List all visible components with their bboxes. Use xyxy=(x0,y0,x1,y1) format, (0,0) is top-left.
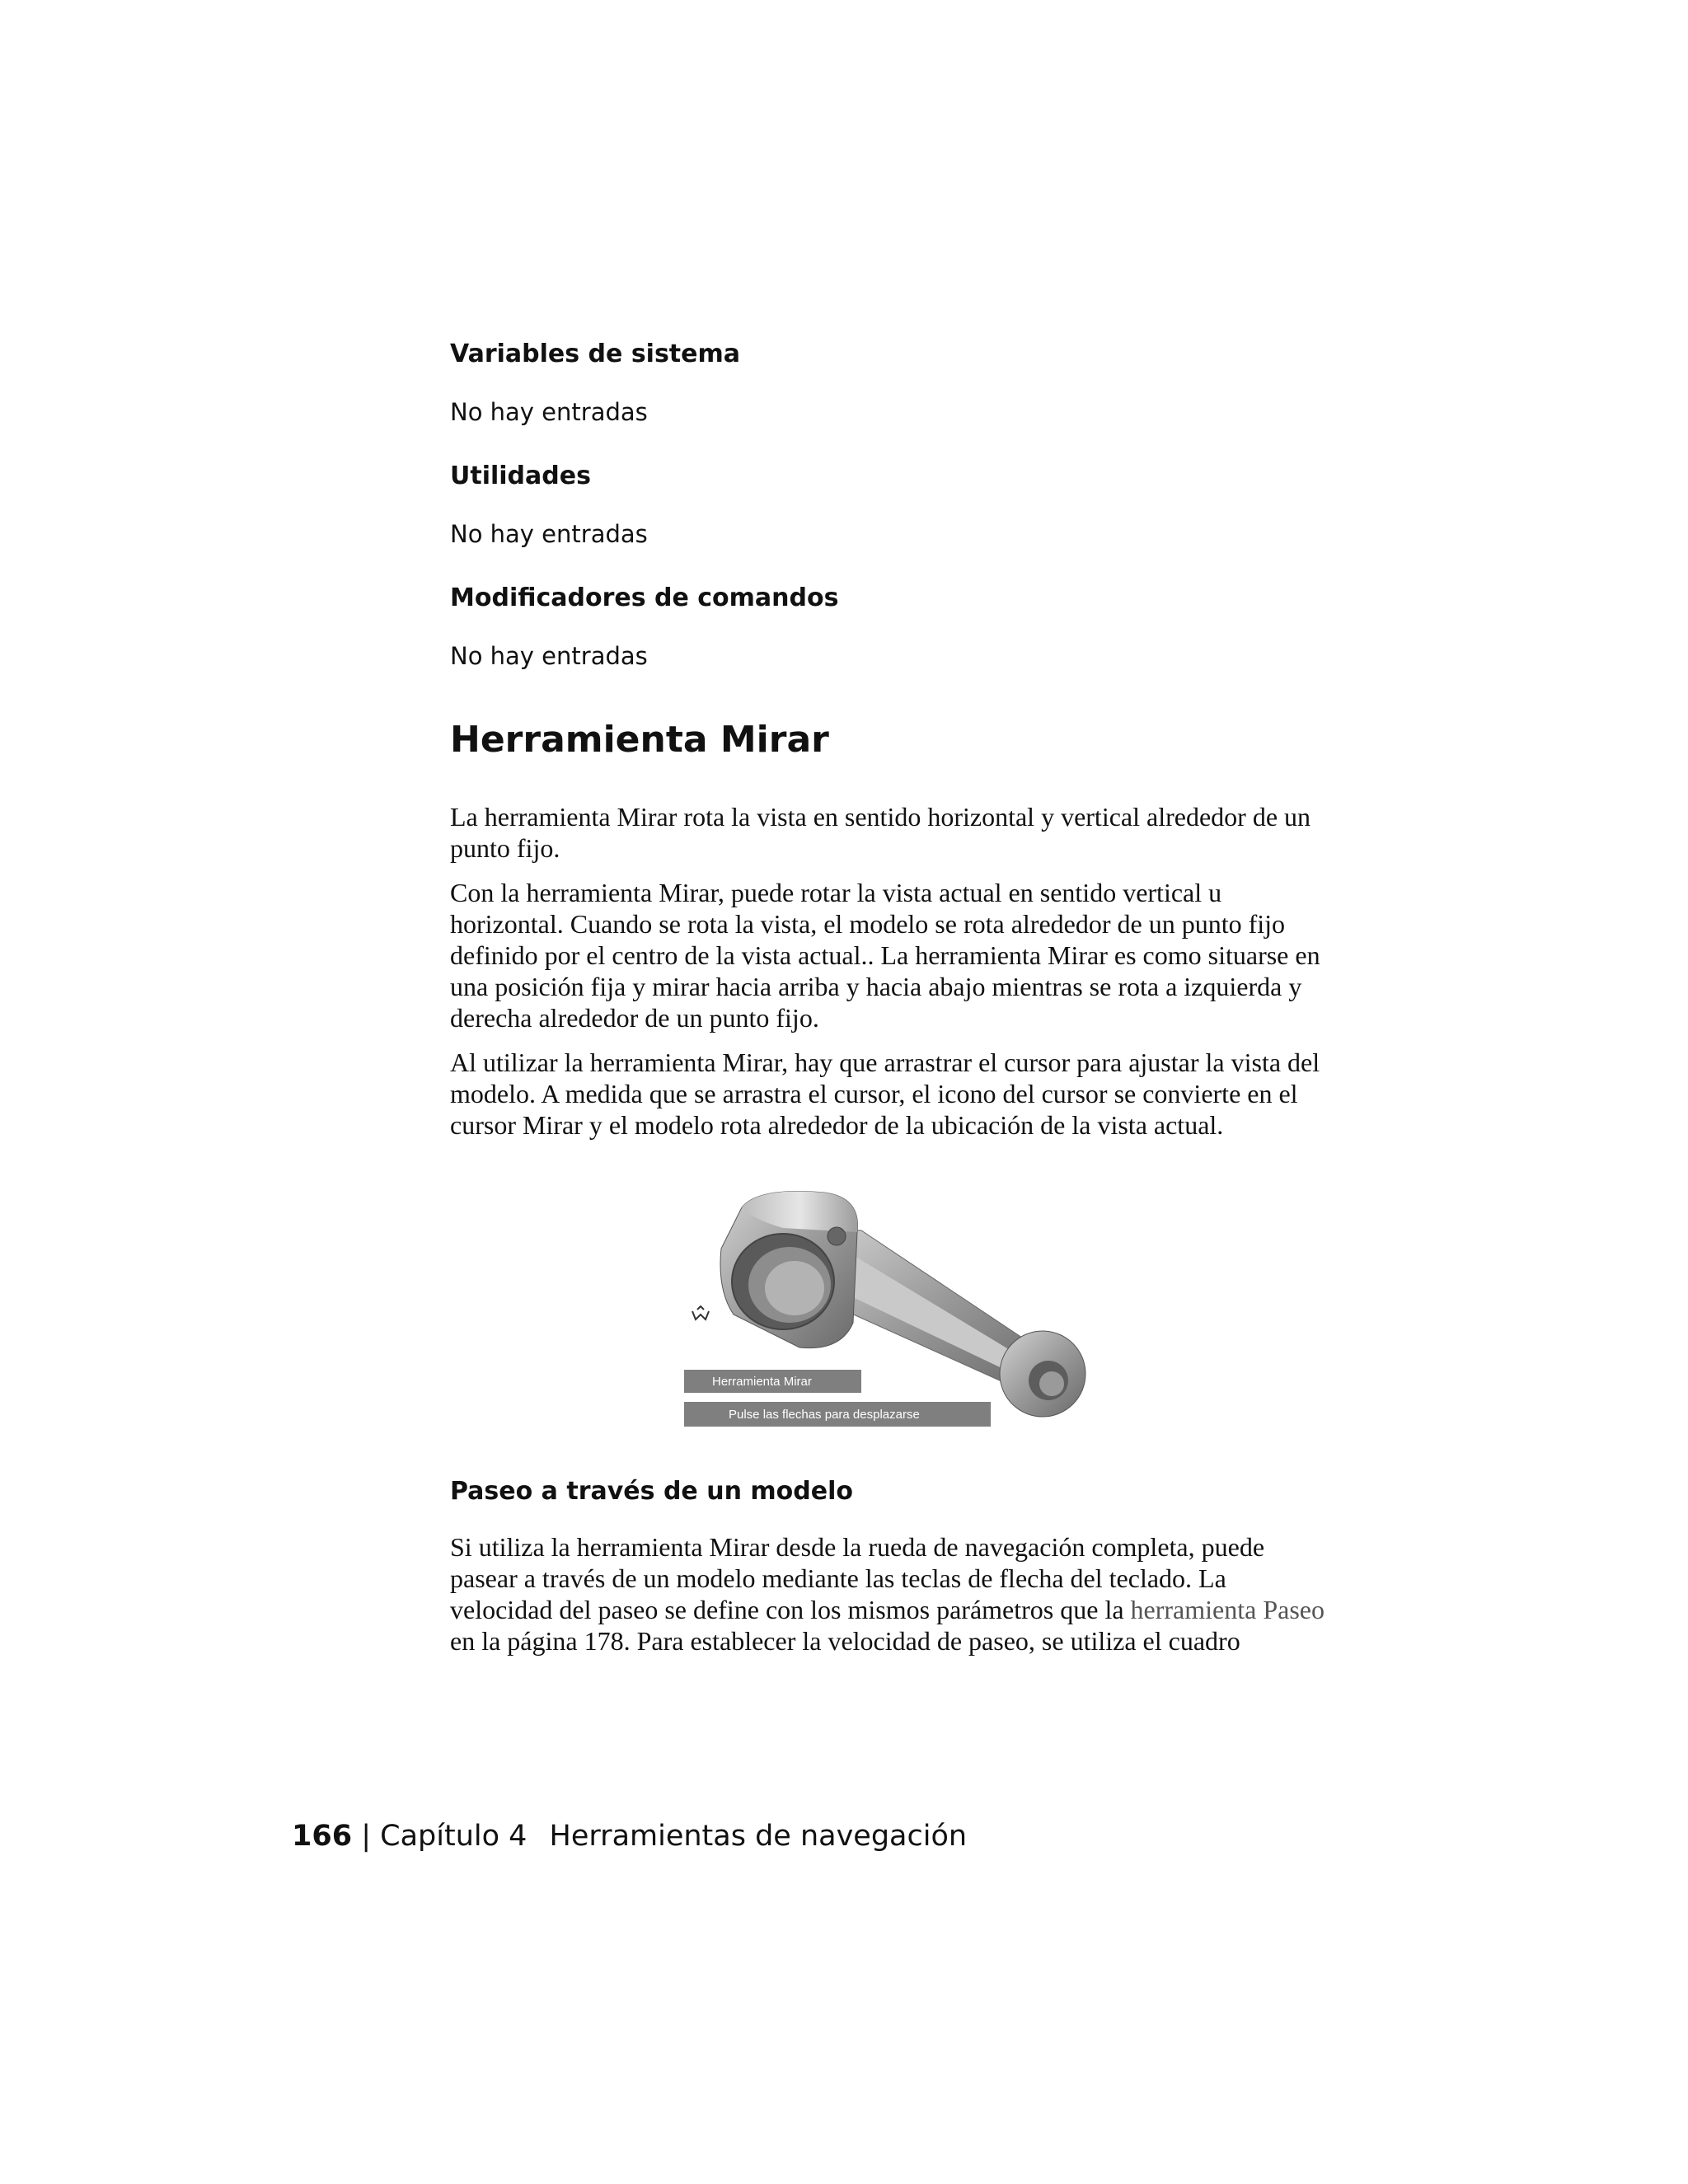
footer-separator: | xyxy=(361,1820,371,1853)
section-text-utilidades: No hay entradas xyxy=(450,520,648,548)
footer-chapter: Capítulo 4 xyxy=(380,1820,528,1853)
section-heading-variables: Variables de sistema xyxy=(450,340,741,368)
tooltip-title: Herramienta Mirar xyxy=(684,1370,861,1393)
section-text-variables: No hay entradas xyxy=(450,398,648,426)
section-heading-modificadores: Modificadores de comandos xyxy=(450,583,839,612)
paragraph-intro: La herramienta Mirar rota la vista en sentido horizontal y vertical alrededor de un punto fijo. xyxy=(450,802,1311,863)
page-title: Herramienta Mirar xyxy=(450,719,829,761)
page-footer xyxy=(292,1816,967,1857)
herramienta-paseo-link[interactable]: herramienta Paseo xyxy=(1130,1595,1325,1624)
page-content xyxy=(450,338,1328,1141)
section-text-modificadores: No hay entradas xyxy=(450,642,648,670)
subsection-paragraph xyxy=(450,1531,1328,1657)
page-number: 166 xyxy=(292,1820,353,1853)
subsection-text-continued: en la página 178. Para establecer la velocidad de paseo, se utiliza el cuadro xyxy=(450,1626,1240,1656)
section-heading-utilidades: Utilidades xyxy=(450,462,591,490)
subsection xyxy=(450,1475,1328,1657)
paragraph-usage: Al utilizar la herramienta Mirar, hay que arrastrar el cursor para ajustar la vista del modelo. A medida que se arrastra el cursor, el icono del cursor se convierte en el cursor Mirar y el modelo rota alrededor de la ubicación de la vista actual. xyxy=(450,1047,1320,1140)
subsection-text: Si utiliza la herramienta Mirar desde la rueda de navegación completa, puede pasear a través de un modelo mediante las teclas de flecha del teclado. La velocidad del paseo se define con los mismos parámetros que la xyxy=(450,1532,1265,1624)
paragraph-detail: Con la herramienta Mirar, puede rotar la vista actual en sentido vertical u horizontal. Cuando se rota la vista, el modelo se rota alrededor de un punto fijo definido por el centro de la vista actual.. La herramienta Mirar es como situarse en una posición fija y mirar hacia arriba y hacia abajo mientras se rota a izquierda y derecha alrededor de un punto fijo. xyxy=(450,878,1320,1033)
tooltip-hint: Pulse las flechas para desplazarse xyxy=(684,1402,991,1427)
footer-chapter-title: Herramientas de navegación xyxy=(549,1820,968,1853)
subsection-heading: Paseo a través de un modelo xyxy=(450,1477,853,1506)
look-cursor-icon xyxy=(692,1306,709,1319)
connecting-rod-figure xyxy=(684,1183,1096,1442)
